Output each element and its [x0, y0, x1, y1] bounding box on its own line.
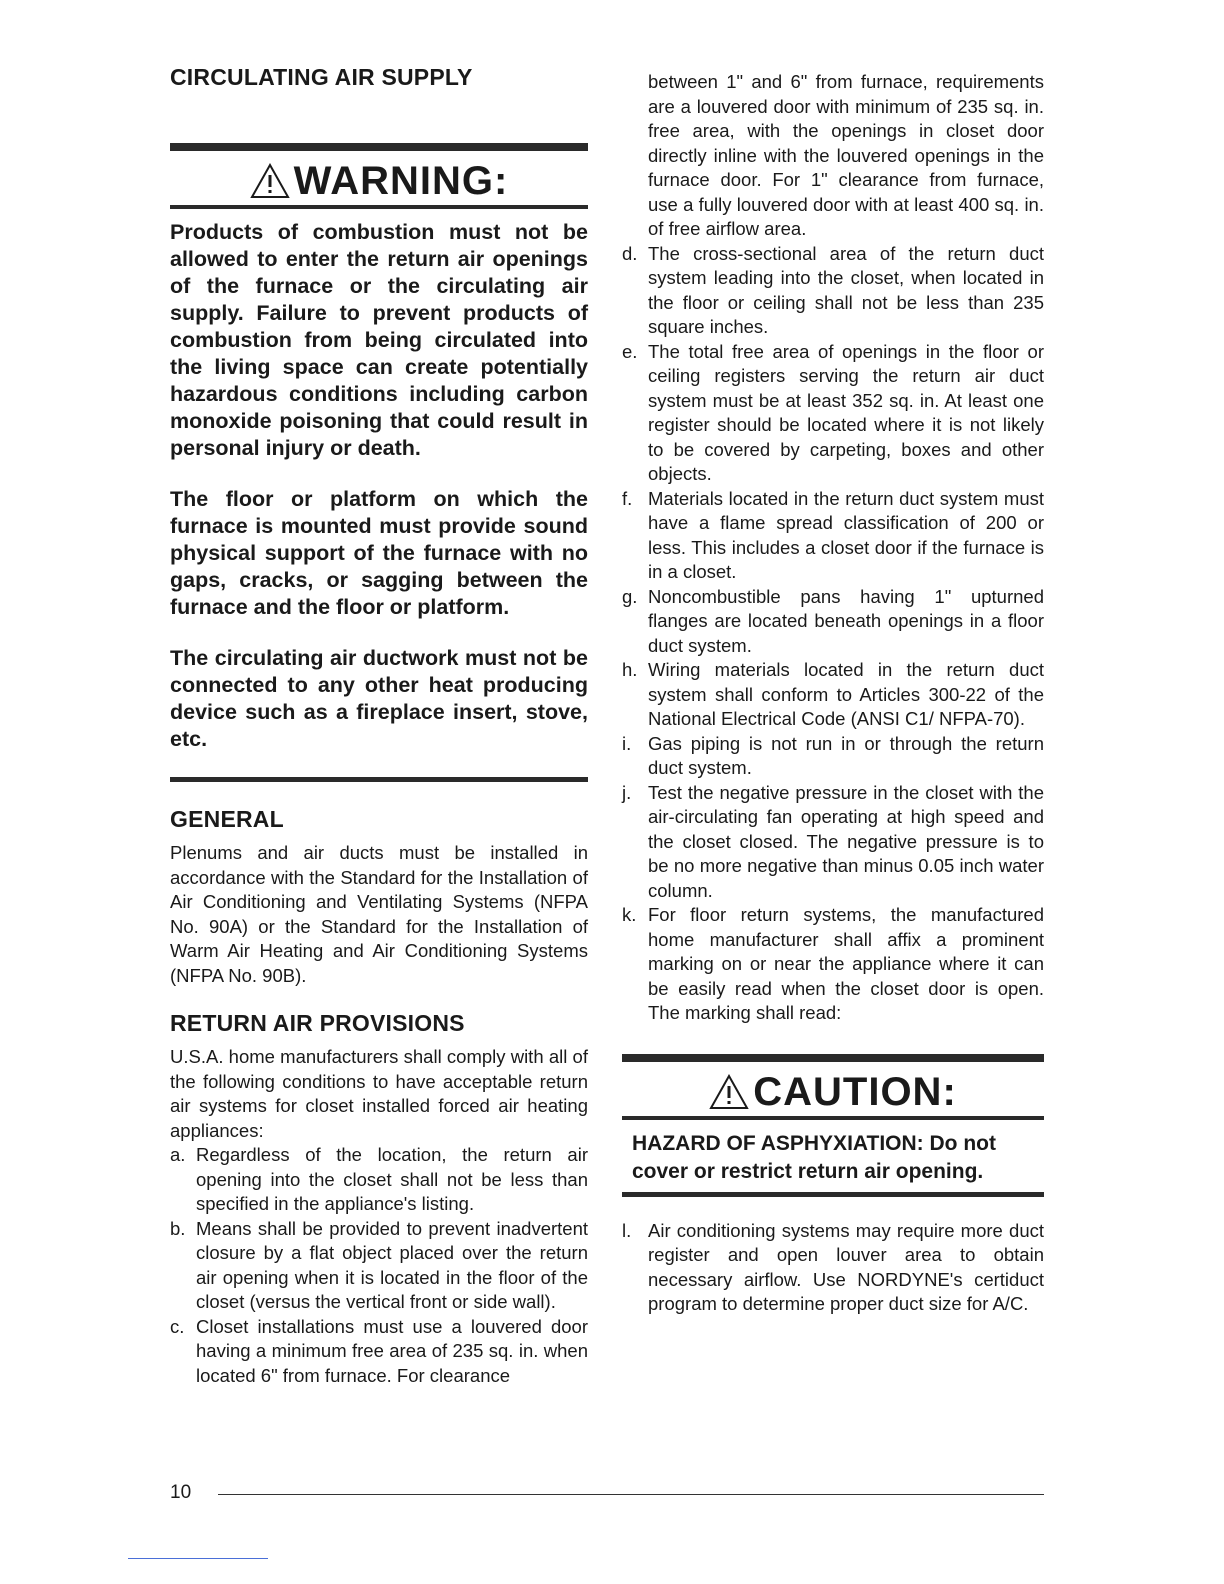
caution-bottom-bar [622, 1192, 1044, 1197]
list-item: g. Noncombustible pans having 1" upturned flanges are located beneath openings in a floor duct system. [622, 585, 1044, 656]
caution-header [622, 1062, 1044, 1116]
list-item: j. Test the negative pressure in the closet with the air-circulating fan operating at high speed and the closet closed. The negative pressure is to be no more negative than minus 0.05 inch water column. [622, 781, 1044, 901]
page-footer [170, 1482, 1044, 1510]
warning-label: WARNING: [293, 159, 509, 203]
list-item: d. The cross-sectional area of the return duct system leading into the closet, when located in the floor or ceiling shall not be less than 235 square inches. [622, 242, 1044, 337]
warning-paragraph-1: Products of combustion must not be allowed to enter the return air openings of the furnace or the circulating air supply. Failure to prevent products of combustion from being circulated into the living space can create potentially hazardous conditions including carbon monoxide poisoning that could result in personal injury or death. [170, 220, 588, 460]
list-item: k. For floor return systems, the manufactured home manufacturer shall affix a prominent marking on or near the appliance where it can be easily read when the closet door is open. The marking shall read: [622, 904, 1044, 1023]
caution-text: HAZARD OF ASPHYXIATION: Do not cover or restrict return air opening. [632, 1131, 996, 1183]
list-item: f. Materials located in the return duct system must have a flame spread classification of 200 or less. This includes a closet door if the furnace is in a closet. [622, 487, 1044, 582]
footer-rule [218, 1494, 1044, 1495]
left-column [170, 64, 588, 1388]
general-title: GENERAL [170, 806, 284, 832]
list-item: a. Regardless of the location, the return air opening into the closet shall not be less than specified in the appliance's listing. [170, 1144, 588, 1214]
caution-label: CAUTION: [753, 1069, 957, 1114]
warning-paragraph-3: The circulating air ductwork must not be connected to any other heat producing device such as a fireplace insert, stove, etc. [170, 646, 588, 751]
general-text: Plenums and air ducts must be installed in accordance with the Standard for the Installation of Air Conditioning and Ventilating Systems (NFPA No. 90A) or the Standard for the Installation of Warm Air Heating and Air Conditioning Systems (NFPA No. 90B). [170, 842, 588, 986]
return-air-list-right [622, 242, 1044, 1026]
page-number: 10 [170, 1482, 192, 1503]
warning-header [170, 151, 588, 205]
caution-rule [622, 1116, 1044, 1120]
list-item: c. Closet installations must use a louvered door having a minimum free area of 235 sq. in. when located 6" from furnace. For clearance [170, 1315, 588, 1386]
list-item: l. Air conditioning systems may require more duct register and open louver area to obtain necessary airflow. Use NORDYNE's certiduct program to determine proper duct size for A/C. [622, 1219, 1044, 1314]
scan-edge-line [128, 1558, 268, 1559]
list-item: i. Gas piping is not run in or through the return duct system. [622, 732, 1044, 778]
list-item: h. Wiring materials located in the return duct system shall conform to Articles 300-22 of the National Electrical Code (ANSI C1/ NFPA-70). [622, 659, 1044, 729]
list-item: b. Means shall be provided to prevent inadvertent closure by a flat object placed over the return air opening when it is located in the floor of the closet (versus the vertical front or side wall). [170, 1217, 588, 1312]
return-air-intro: U.S.A. home manufacturers shall comply with all of the following conditions to have acceptable return air systems for closet installed forced air heating appliances: [170, 1046, 588, 1141]
circulating-air-supply-title: CIRCULATING AIR SUPPLY [170, 64, 473, 90]
warning-top-bar [170, 143, 588, 151]
continued-text: between 1" and 6" from furnace, requirements are a louvered door with minimum of 235 sq. in. free area, with the openings in closet door directly inline with the louvered openings in the furnace door. For 1" clearance from furnace, use a fully louvered door with at least 400 sq. in. of free airflow area. [648, 71, 1044, 239]
right-column [622, 70, 1044, 1317]
caution-top-bar [622, 1054, 1044, 1062]
return-air-list-left [170, 1143, 588, 1388]
warning-triangle-icon [250, 163, 290, 199]
warning-rule [170, 205, 588, 209]
warning-bottom-bar [170, 777, 588, 782]
list-item: e. The total free area of openings in the floor or ceiling registers serving the return air duct system must be at least 352 sq. in. At least one register should be located where it is not likely to be covered by carpeting, boxes and other objects. [622, 340, 1044, 484]
warning-paragraph-2: The floor or platform on which the furnace is mounted must provide sound physical support of the furnace with no gaps, cracks, or sagging between the furnace and the floor or platform. [170, 487, 588, 619]
return-air-list-right-2 [622, 1219, 1044, 1317]
return-air-provisions-title: RETURN AIR PROVISIONS [170, 1010, 465, 1036]
caution-triangle-icon [709, 1074, 749, 1110]
